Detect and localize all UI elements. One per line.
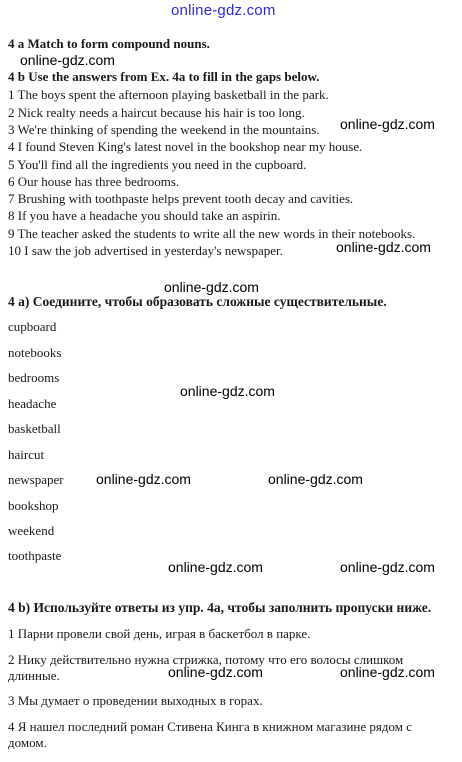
word-item: bedrooms	[8, 370, 60, 385]
watermark: online-gdz.com	[268, 471, 363, 487]
sentence-10: 10 I saw the job advertised in yesterday's newspaper.	[8, 243, 283, 258]
sentence-2: 2 Nick realty needs a haircut because his hair is too long.	[8, 105, 305, 120]
word-item: toothpaste	[8, 548, 62, 563]
watermark: online-gdz.com	[340, 559, 435, 575]
word-item: newspaper	[8, 472, 64, 487]
russian-sentence-1: 1 Парни провели свой день, играя в баскетбол в парке.	[8, 626, 311, 641]
watermark: online-gdz.com	[180, 383, 275, 399]
russian-sentence-4: 4 Я нашел последний роман Стивена Кинга в книжном магазине рядом с	[8, 719, 412, 734]
exercise-4b-heading: 4 b Use the answers from Ex. 4a to fill in the gaps below.	[8, 69, 320, 84]
word-item: basketball	[8, 421, 61, 436]
word-item: notebooks	[8, 345, 62, 360]
word-item: haircut	[8, 447, 45, 462]
watermark: online-gdz.com	[340, 116, 435, 132]
sentence-6: 6 Our house has three bedrooms.	[8, 174, 180, 189]
sentence-7: 7 Brushing with toothpaste helps prevent tooth decay and cavities.	[8, 191, 354, 206]
watermark: online-gdz.com	[96, 471, 191, 487]
russian-sentence-4-cont: домом.	[8, 735, 47, 750]
exercise-4a-heading: 4 a Match to form compound nouns.	[8, 36, 210, 51]
watermark: online-gdz.com	[340, 664, 435, 680]
sentence-8: 8 If you have a headache you should take an aspirin.	[8, 208, 281, 223]
watermark: online-gdz.com	[164, 279, 259, 295]
watermark: online-gdz.com	[168, 559, 263, 575]
sentence-3: 3 We're thinking of spending the weekend in the mountains.	[8, 122, 320, 137]
sentence-1: 1 The boys spent the afternoon playing basketball in the park.	[8, 87, 329, 102]
sentence-9: 9 The teacher asked the students to write all the new words in their notebooks.	[8, 226, 416, 241]
word-item: bookshop	[8, 498, 59, 513]
watermark: online-gdz.com	[336, 239, 431, 255]
russian-4b-heading: 4 b) Используйте ответы из упр. 4а, чтобы заполнить пропуски ниже.	[8, 600, 432, 615]
word-item: headache	[8, 396, 57, 411]
sentence-5: 5 You'll find all the ingredients you need in the cupboard.	[8, 157, 307, 172]
watermark-top: online-gdz.com	[171, 2, 276, 19]
watermark: online-gdz.com	[168, 664, 263, 680]
word-item: cupboard	[8, 319, 57, 334]
watermark: online-gdz.com	[20, 52, 115, 68]
russian-4a-heading: 4 а) Соедините, чтобы образовать сложные существительные.	[8, 294, 387, 309]
sentence-4: 4 I found Steven King's latest novel in the bookshop near my house.	[8, 139, 363, 154]
russian-sentence-2-cont: длинные.	[8, 668, 60, 683]
russian-sentence-2: 2 Нику действительно нужна стрижка, потому что его волосы слишком	[8, 652, 404, 667]
russian-sentence-3: 3 Мы думает о проведении выходных в горах.	[8, 693, 263, 708]
word-item: weekend	[8, 523, 55, 538]
